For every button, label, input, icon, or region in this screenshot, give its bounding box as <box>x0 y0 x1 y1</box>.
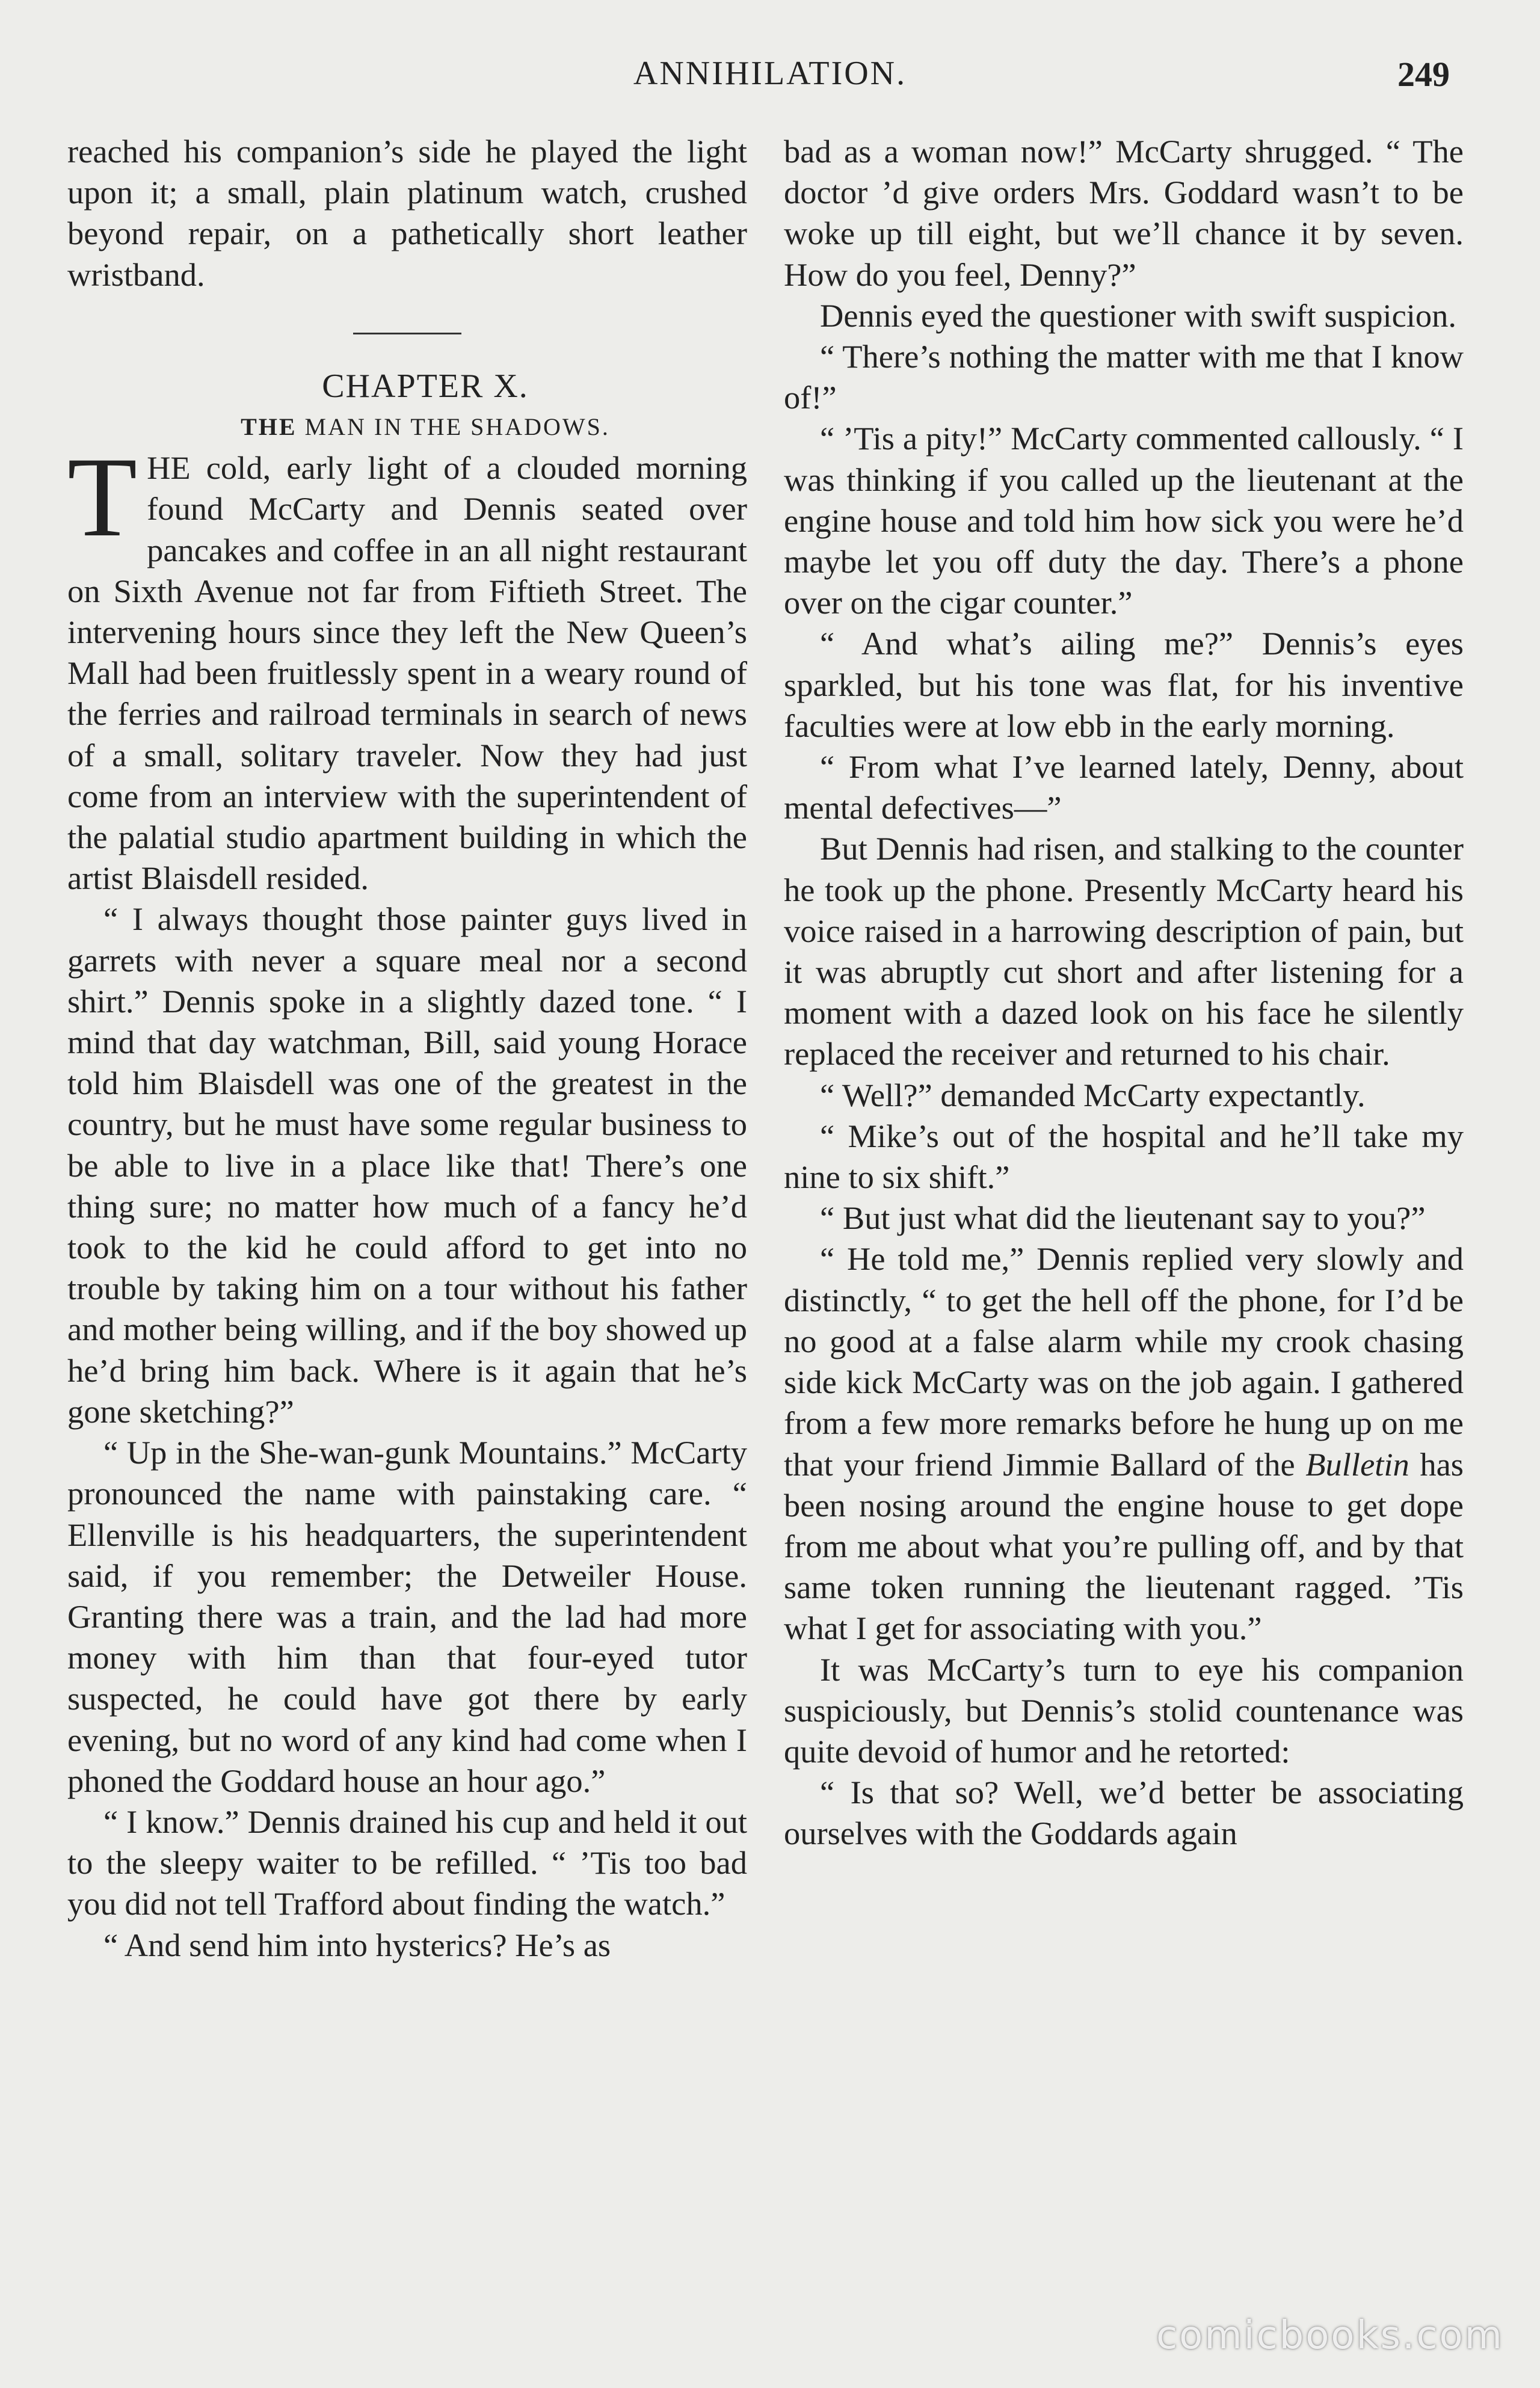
paragraph: “ And send him into hysterics? He’s as <box>103 1926 611 1963</box>
page-header <box>0 54 1540 102</box>
paragraph: “ And what’s ailing me?” Dennis’s eyes sparkled, but his tone was flat, for his inventive faculties were at low ebb in the early morning. <box>784 625 1464 744</box>
watermark: comicbooks.com <box>1156 2313 1504 2358</box>
paragraph: “ There’s nothing the matter with me that I know of!” <box>784 338 1464 416</box>
running-title: ANNIHILATION. <box>633 55 907 92</box>
paragraph: Dennis eyed the questioner with swift suspicion. <box>820 297 1457 334</box>
paragraph: “ But just what did the lieutenant say to you?” <box>820 1199 1426 1237</box>
chapter-subtitle-rest: MAN IN THE SHADOWS. <box>304 413 610 441</box>
right-column <box>784 131 1464 1854</box>
paragraph: “ Well?” demanded McCarty expectantly. <box>820 1076 1366 1113</box>
paragraph: bad as a woman now!” McCarty shrugged. “ The doctor ’d give orders Mrs. Goddard wasn’t to be woke up till eight, but we’ll chance it by seven. How do you feel, Denny?” <box>784 133 1464 293</box>
paragraph: “ From what I’ve learned lately, Denny, about mental defectives—” <box>784 748 1464 826</box>
newspaper-name: Bulletin <box>1305 1445 1409 1483</box>
opening-paragraph-text: HE cold, early light of a clouded morning found McCarty and Dennis seated over pancakes and coffee in an all night restaurant on Sixth Avenue not far from Fiftieth Street. The intervening hours since they left the New Queen’s Mall had been fruitlessly spent in a weary round of the ferries and railroad terminals in search of news of a small, solitary traveler. Now they had just come from an interview with the superintendent of the palatial studio apartment building in which the artist Blaisdell resided. <box>67 449 747 897</box>
paragraph: “ I always thought those painter guys lived in garrets with never a square meal nor a second shirt.” Dennis spoke in a slightly dazed tone. “ I mind that day watchman, Bill, said young Horace told him Blaisdell was one of the greatest in the country, but he must have some regular business to be able to live in a place like that! There’s one thing sure; no matter how much of a fancy he’d took to the kid he could afford to get into no trouble by taking him on a tour without his father and mother being willing, and if the boy showed up he’d bring him back. Where is it again that he’s gone sketching?” <box>67 900 747 1430</box>
paragraph-text: “ He told me,” Dennis replied very slowly and distinctly, “ to get the hell off the phone, for I’d be no good at a false alarm while my crook chasing side kick McCarty was on the job again. I gathered from a few more remarks before he hung up on me that your friend Jimmie Ballard of the <box>784 1240 1464 1483</box>
paragraph: “ Mike’s out of the hospital and he’ll take my nine to six shift.” <box>784 1117 1464 1196</box>
opening-paragraph <box>67 434 747 899</box>
paragraph: reached his companion’s side he played the light upon it; a small, plain platinum watch, crushed beyond repair, on a pathetically short leather wristband. <box>67 133 747 293</box>
paragraph: “ I know.” Dennis drained his cup and held it out to the sleepy waiter to be refilled. “ ’Tis too bad you did not tell Trafford about finding the watch.” <box>67 1803 747 1922</box>
paragraph: But Dennis had risen, and stalking to the counter he took up the phone. Presently McCarty heard his voice raised in a harrowing description of pain, but it was abruptly cut short and after listening for a moment with a dazed look on his face he silently replaced the receiver and returned to his chair. <box>784 830 1464 1072</box>
paragraph <box>784 1239 1464 1649</box>
drop-cap: T <box>67 434 138 561</box>
paragraph: It was McCarty’s turn to eye his companion suspiciously, but Dennis’s stolid countenance was quite devoid of humor and he retorted: <box>784 1651 1464 1770</box>
paragraph-text: has been nosing around the engine house to get dope from me about what you’re pulling off, and by that same token running the lieutenant ragged. ’Tis what I get for associating with you.” <box>784 1445 1464 1647</box>
paragraph: “ ’Tis a pity!” McCarty commented callously. “ I was thinking if you called up the lieutenant at the engine house and told him how sick you were he’d maybe let you off duty the day. There’s a phone over on the cigar counter.” <box>784 420 1464 621</box>
chapter-subtitle <box>67 407 747 448</box>
left-column <box>67 131 747 1966</box>
paragraph: “ Is that so? Well, we’d better be associating ourselves with the Goddards again <box>784 1774 1464 1852</box>
paragraph: “ Up in the She-wan-gunk Mountains.” McCarty pronounced the name with painstaking care. “ Ellenville is his headquarters, the superintendent said, if you remember; the Detweiler House. Granting there was a train, and the lad had more money with him than that four-eyed tutor suspected, he could have got there by early evening, but no word of any kind had come when I phoned the Goddard house an hour ago.” <box>67 1434 747 1799</box>
page-number: 249 <box>1397 55 1450 94</box>
chapter-subtitle-lead: THE <box>241 413 297 441</box>
chapter-title: CHAPTER X. <box>322 367 529 405</box>
section-divider <box>353 333 461 334</box>
